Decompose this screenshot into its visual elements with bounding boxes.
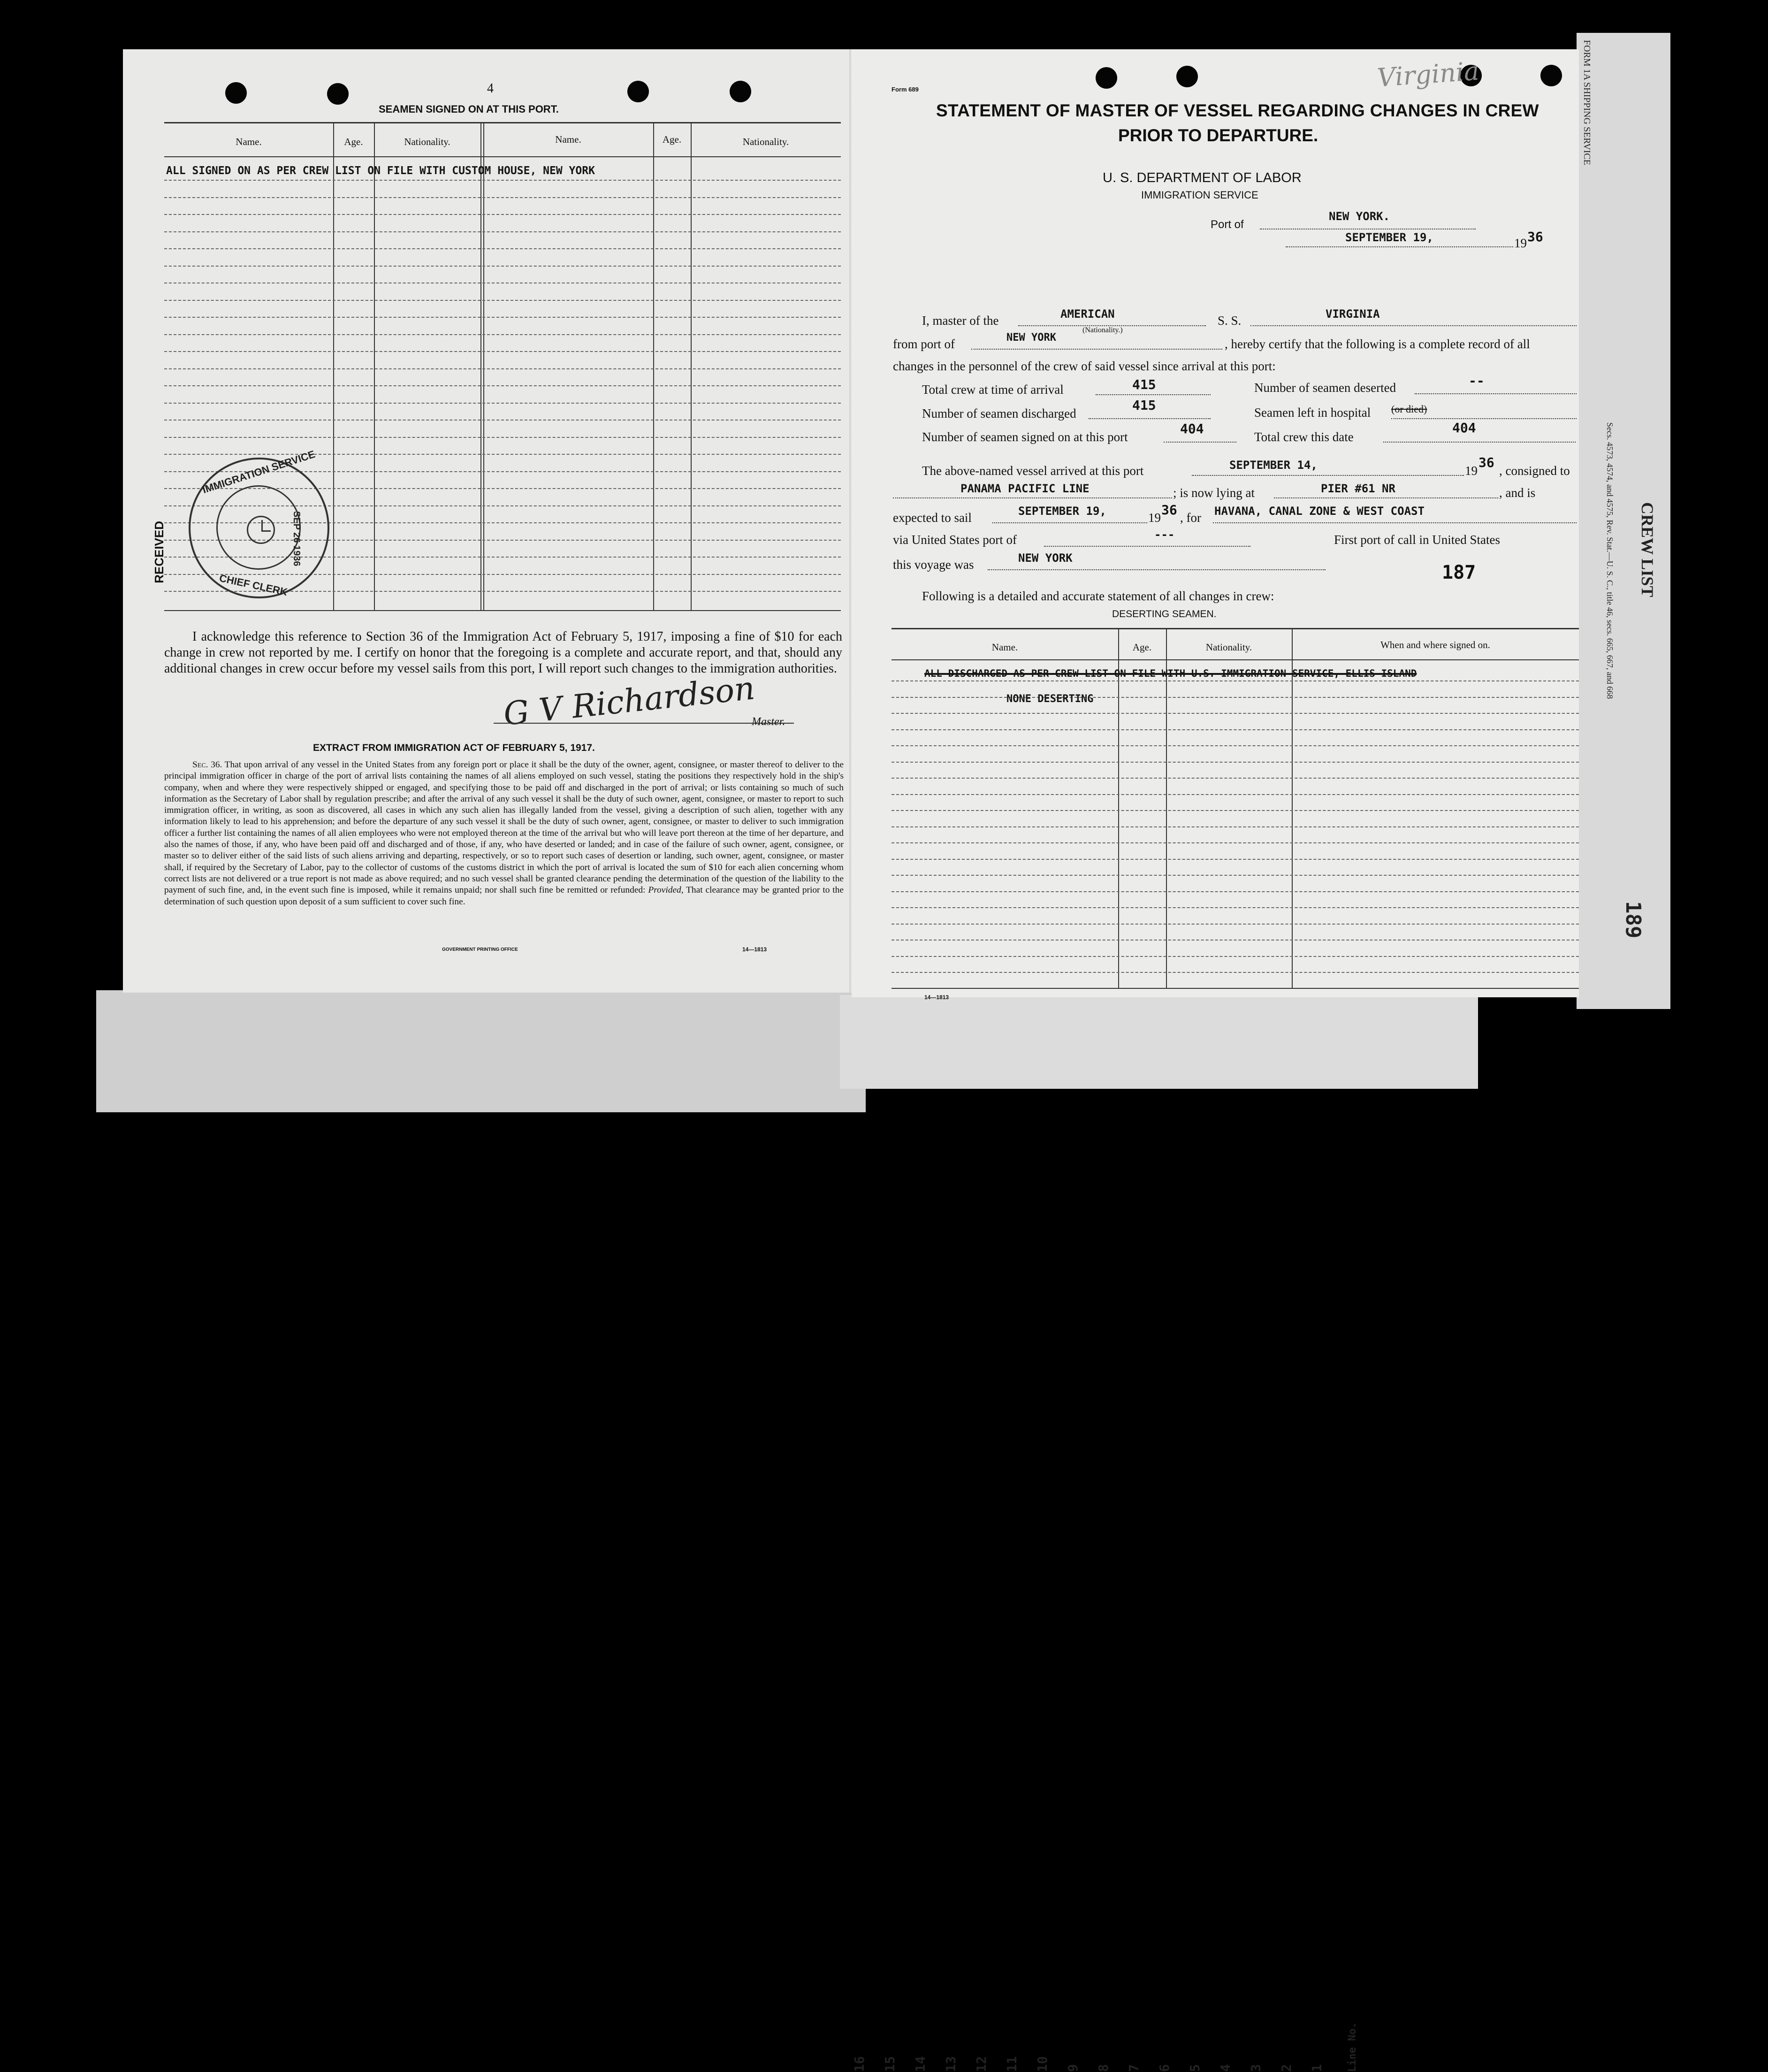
punch-hole — [1540, 65, 1562, 86]
deserting-seamen-title: DESERTING SEAMEN. — [1112, 609, 1217, 619]
arrived-underline — [1192, 475, 1464, 476]
vessel-value: VIRGINIA — [1326, 307, 1380, 321]
table-row-rule — [164, 300, 841, 301]
lying-label: ; is now lying at — [1173, 486, 1255, 500]
deserting-column-name: Name. — [991, 642, 1018, 653]
hospital-underline — [1391, 418, 1577, 419]
column-divider — [691, 122, 692, 611]
first-port-label: First port of call in United States — [1334, 533, 1500, 547]
arrived-year-prefix: 19 — [1465, 464, 1478, 478]
table-row-rule — [164, 385, 841, 386]
form-subtitle: PRIOR TO DEPARTURE. — [1118, 126, 1318, 145]
arrived-value: SEPTEMBER 14, — [1229, 459, 1318, 472]
table-row-rule — [164, 368, 841, 369]
punch-hole — [327, 83, 349, 105]
from-port-underline — [971, 349, 1222, 350]
stamped-sheet-number: 189 — [1621, 901, 1645, 939]
lying-underline — [1274, 497, 1498, 498]
underlying-crew-list-strip — [840, 995, 1478, 2072]
under-cell: 6 — [1157, 2064, 1172, 2072]
from-port-label: from port of — [893, 337, 955, 351]
signed-on-entry: ALL SIGNED ON AS PER CREW LIST ON FILE WITH CUSTOM HOUSE, NEW YORK — [166, 165, 595, 177]
printer-imprint: GOVERNMENT PRINTING OFFICE — [442, 947, 518, 952]
under-cell: 7 — [1126, 2064, 1142, 2072]
right-page — [852, 49, 1579, 1001]
received-label: RECEIVED — [152, 521, 166, 583]
crew-list-side-strip — [1577, 33, 1670, 1009]
table-row-rule — [164, 437, 841, 438]
under-cell: 3 — [1248, 2064, 1264, 2072]
port-label: Port of — [1211, 218, 1244, 231]
table-row-rule — [892, 842, 1579, 843]
table-row-rule — [164, 231, 841, 232]
under-cell: 16 — [852, 2056, 867, 2072]
table-row-rule — [892, 794, 1579, 795]
ss-label: S. S. — [1218, 313, 1242, 328]
year-suffix: 36 — [1527, 229, 1543, 245]
voyage-underline — [988, 569, 1326, 570]
table-row-rule — [164, 317, 841, 318]
punch-hole — [1176, 66, 1198, 87]
acknowledgment-text: I acknowledge this reference to Section 36 of the Immigration Act of February 5, 1917, imposing a fine of $10 for each change in crew not reported by me. I certify on honor that the foregoing is a complete and accurate report, and that, should any additional changes in crew occur before my vessel sails from this port, I will report such changes to the immigration authorities. — [164, 629, 842, 676]
extract-proviso: That clearance may be granted prior to the determination of such question upon deposit of a sum sufficient to cover such fine. — [164, 885, 844, 907]
deserting-table-top-rule — [892, 628, 1579, 629]
total-crew-date-value: 404 — [1452, 420, 1476, 436]
under-cell: 11 — [1004, 2056, 1020, 2072]
column-header-name: Name. — [555, 134, 581, 145]
table-row-rule — [892, 875, 1579, 876]
table-row-rule — [892, 826, 1579, 827]
total-crew-arrival-underline — [1096, 394, 1211, 395]
column-divider — [480, 122, 481, 611]
table-row-rule — [164, 180, 841, 181]
signed-on-underline — [1164, 442, 1236, 443]
arrived-year-suffix: 36 — [1478, 455, 1494, 470]
deserting-column-divider — [1118, 628, 1119, 988]
left-page — [123, 49, 855, 993]
deserting-column-age: Age. — [1132, 642, 1152, 653]
consignee-underline — [893, 497, 1172, 498]
under-cell: 8 — [1096, 2064, 1111, 2072]
extract-body — [164, 759, 844, 908]
column-header-nationality: Nationality. — [404, 136, 450, 147]
table-row-rule — [164, 266, 841, 267]
sail-year-prefix: 19 — [1148, 511, 1161, 525]
column-header-name: Name. — [236, 136, 262, 147]
extract-title: EXTRACT FROM IMMIGRATION ACT OF FEBRUARY 5, 1917. — [313, 742, 595, 753]
column-divider — [333, 122, 334, 611]
table-row-rule — [164, 454, 841, 455]
statute-reference: Secs. 4573, 4574, and 4575, Rev. Stat.—U. S. C., title 46, secs. 665, 667, and 668 — [1605, 422, 1615, 699]
date-underline — [1286, 246, 1513, 247]
table-row-rule — [164, 197, 841, 198]
column-header-age: Age. — [662, 134, 682, 145]
none-deserting-entry: NONE DESERTING — [1006, 693, 1094, 705]
hospital-label: Seamen left in hospital — [1254, 405, 1371, 420]
discharged-label: Number of seamen discharged — [922, 406, 1076, 421]
service-name: IMMIGRATION SERVICE — [1141, 189, 1258, 201]
under-cell: 4 — [1218, 2064, 1233, 2072]
year-prefix: 19 — [1514, 236, 1527, 250]
table-row-rule — [164, 248, 841, 249]
table-row-rule — [892, 891, 1579, 892]
handwritten-vessel-note: Virginia — [1376, 56, 1480, 93]
department-name: U. S. DEPARTMENT OF LABOR — [1103, 170, 1302, 185]
table-row-rule — [892, 956, 1579, 957]
struck-entry: ALL DISCHARGED AS PER CREW LIST ON FILE WITH U.S. IMMIGRATION SERVICE, ELLIS ISLAND — [924, 668, 1417, 679]
voyage-label: this voyage was — [893, 558, 974, 572]
signature-line — [494, 723, 794, 724]
form-code: 14—1813 — [924, 994, 949, 1001]
table-row-rule — [892, 778, 1579, 779]
lying-value: PIER #61 NR — [1321, 482, 1395, 495]
table-row-rule — [892, 972, 1579, 973]
table-header-rule — [164, 156, 841, 157]
under-cell: 1 — [1309, 2064, 1325, 2072]
table-row-rule — [892, 859, 1579, 860]
discharged-value: 415 — [1132, 398, 1156, 413]
deserted-underline — [1415, 393, 1577, 394]
consigned-label: , consigned to — [1499, 464, 1570, 478]
sail-date-underline — [992, 522, 1147, 523]
under-cell: 10 — [1035, 2056, 1050, 2072]
and-is-label: , and is — [1499, 486, 1536, 500]
deserting-column-nationality: Nationality. — [1205, 642, 1252, 653]
page-number: 4 — [487, 81, 494, 96]
table-row-rule — [892, 697, 1579, 698]
total-crew-date-underline — [1383, 442, 1576, 443]
column-divider — [653, 122, 654, 611]
under-cell: 14 — [913, 2056, 928, 2072]
punch-hole — [1096, 67, 1117, 89]
via-label: via United States port of — [893, 533, 1017, 547]
under-cell: 15 — [882, 2056, 898, 2072]
underlying-sheet — [96, 990, 866, 1112]
form-title: STATEMENT OF MASTER OF VESSEL REGARDING CHANGES IN CREW — [936, 101, 1539, 120]
certify-text: , hereby certify that the following is a complete record of all — [1225, 337, 1530, 351]
form-code: 14—1813 — [742, 946, 767, 953]
total-crew-arrival-label: Total crew at time of arrival — [922, 382, 1064, 397]
extract-section-label: Sec. 36. — [192, 760, 222, 770]
table-bottom-rule — [164, 610, 841, 611]
table-row-rule — [892, 713, 1579, 714]
hospital-paren: (or died) — [1391, 403, 1427, 415]
under-cell: 12 — [974, 2056, 989, 2072]
total-crew-date-label: Total crew this date — [1254, 430, 1354, 444]
expected-label: expected to sail — [893, 511, 972, 525]
via-value: --- — [1154, 528, 1175, 541]
deserting-table-bottom-rule — [892, 988, 1579, 989]
deserted-label: Number of seamen deserted — [1254, 381, 1396, 395]
master-label: Master. — [752, 716, 785, 728]
from-port-value: NEW YORK — [1006, 332, 1056, 344]
deserting-table-header-rule — [892, 659, 1579, 660]
master-signature: G V Richardson — [502, 670, 757, 733]
table-row-rule — [892, 745, 1579, 746]
total-crew-arrival-value: 415 — [1132, 377, 1156, 392]
extract-proviso-label: Provided, — [648, 885, 684, 895]
line-no-label: Line No. — [1347, 2022, 1358, 2072]
deserting-column-divider — [1292, 628, 1293, 988]
signed-on-label: Number of seamen signed on at this port — [922, 430, 1128, 444]
table-row-rule — [164, 351, 841, 352]
port-value: NEW YORK. — [1329, 210, 1390, 223]
date-value: SEPTEMBER 19, — [1345, 231, 1433, 244]
table-row-rule — [892, 762, 1579, 763]
table-row-rule — [892, 810, 1579, 811]
stamp-clerk-text: CHIEF CLERK — [218, 572, 289, 598]
page-stamp-number: 187 — [1442, 562, 1476, 583]
table-row-rule — [164, 420, 841, 421]
vessel-underline — [1250, 325, 1577, 326]
via-underline — [1044, 546, 1250, 547]
table-top-rule — [164, 122, 841, 123]
sail-date-value: SEPTEMBER 19, — [1018, 505, 1106, 518]
nationality-caption: (Nationality.) — [1082, 326, 1123, 334]
arrived-label: The above-named vessel arrived at this port — [922, 464, 1144, 478]
table-row-rule — [164, 214, 841, 215]
table-row-rule — [892, 680, 1579, 681]
column-divider — [483, 122, 484, 611]
following-text: Following is a detailed and accurate statement of all changes in crew: — [922, 589, 1274, 603]
form-number: Form 689 — [892, 86, 919, 93]
under-cell: 9 — [1065, 2064, 1081, 2072]
master-of-label: I, master of the — [922, 313, 999, 328]
table-row-rule — [164, 403, 841, 404]
under-cell: 5 — [1187, 2064, 1203, 2072]
for-label: , for — [1180, 511, 1201, 525]
changes-text: changes in the personnel of the crew of said vessel since arrival at this port: — [893, 359, 1276, 373]
voyage-value: NEW YORK — [1018, 551, 1073, 565]
stamp-service-text: IMMIGRATION SERVICE — [201, 448, 317, 496]
under-cell: 2 — [1279, 2064, 1294, 2072]
column-divider — [374, 122, 375, 611]
under-cell: 13 — [943, 2056, 959, 2072]
column-header-nationality: Nationality. — [742, 136, 789, 147]
extract-text: That upon arrival of any vessel in the United States from any foreign port or place it shall be the duty of the owner, agent, consignee, or master thereof to deliver to the principal immigration officer in charge of the port of arrival lists containing the names of all aliens employed on such vessel, stating the positions they respectively hold in the ship's company, when and where they were respectively shipped or engaged, and specifying those to be paid off and discharged in the port of arrival; or lists containing so much of such information as the Secretary of Labor shall by regulation prescribe; and after the arrival of any such vessel it shall be the duty of such owner, agent, consignee, or master to report to such immigration officer, in writing, as soon as discovered, all cases in which any such alien has illegally landed from the vessel, giving a description of such alien, together with any information likely to lead to his apprehension; and before the departure of any such vessel it shall be the duty of such owner, agent, consignee, or master to deliver to such immigration officer a further list containing the names of all alien employees who were not employed thereon at the time of the arrival but who will leave port thereon at the time of her departure, and also the names of those, if any, who have been paid off and discharged and of those, if any, who have deserted or landed; and in case of the failure of such owner, agent, consignee, or master so to deliver either of the said lists of such aliens arriving and departing, respectively, or so to report such cases of desertion or landing, such owner, agent, consignee, or master shall, if required by the Secretary of Labor, pay to the collector of customs of the customs district in which the port of arrival is located the sum of $10 for each alien concerning whom correct lists are not delivered or a true report is not made as above required; and no such vessel shall be granted clearance pending the determination of the question of the liability to the payment of such fine, and, in the event such fine is imposed, while it remains unpaid; nor shall such fine be remitted or refunded: — [164, 760, 844, 895]
deserted-value: -- — [1469, 373, 1485, 389]
table-row-rule — [892, 729, 1579, 730]
section-title: SEAMEN SIGNED ON AT THIS PORT. — [379, 103, 559, 115]
stamp-clock-icon — [247, 516, 275, 544]
nationality-value: AMERICAN — [1060, 307, 1115, 321]
discharged-underline — [1089, 418, 1211, 419]
sail-year-suffix: 36 — [1161, 502, 1177, 518]
punch-hole — [730, 81, 751, 102]
deserting-column-signed-on: When and where signed on. — [1380, 639, 1490, 650]
table-row-rule — [892, 924, 1579, 925]
form-reference: FORM 1A SHIPPING SERVICE — [1582, 40, 1592, 165]
deserting-column-divider — [1166, 628, 1167, 988]
destination-value: HAVANA, CANAL ZONE & WEST COAST — [1214, 505, 1425, 518]
punch-hole — [225, 82, 247, 104]
immigration-received-stamp — [189, 448, 329, 598]
consignee-value: PANAMA PACIFIC LINE — [960, 482, 1090, 495]
destination-underline — [1213, 522, 1577, 523]
punch-hole — [627, 81, 649, 102]
stamp-date: SEP 26 1936 — [291, 511, 302, 566]
column-header-age: Age. — [344, 136, 363, 147]
crew-list-title: CREW LIST — [1638, 502, 1657, 597]
table-row-rule — [164, 334, 841, 335]
table-row-rule — [892, 907, 1579, 908]
signed-on-value: 404 — [1180, 421, 1204, 436]
